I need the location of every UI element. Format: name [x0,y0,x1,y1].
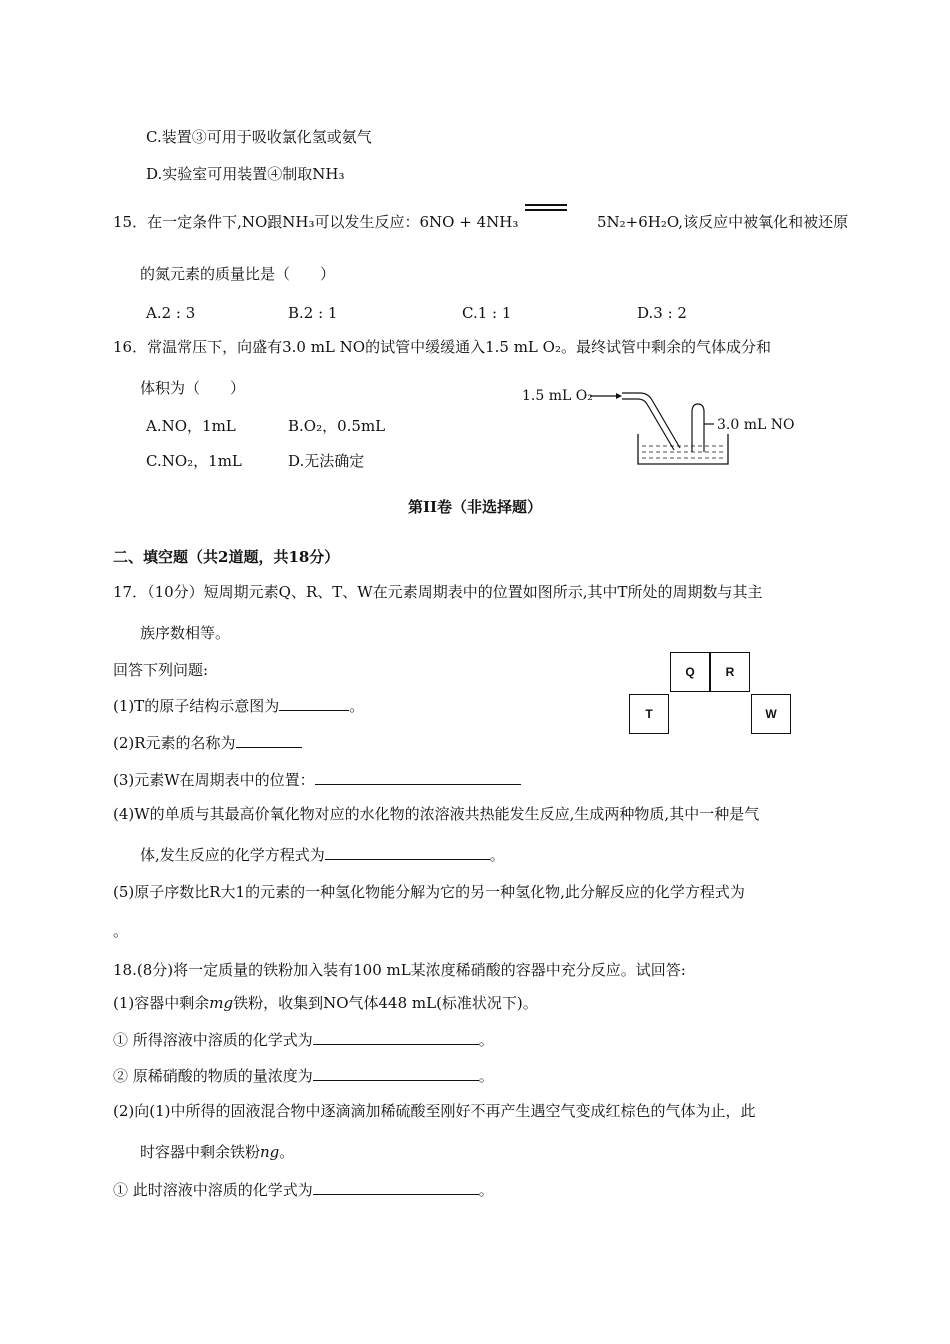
q15-stem-part-c: 的氮元素的质量比是（ ） [140,265,336,283]
q18-part-1-text-a: (1)容器中剩余 [113,994,210,1012]
periodic-cell-t: T [629,694,669,734]
q18-sub-3-answer-blank[interactable] [313,1180,479,1195]
q18-sub-2-text: ② 原稀硝酸的物质的量浓度为 [113,1067,313,1085]
q18-part-2-mass-n: ng [260,1143,280,1161]
q16-option-a: A.NO，1mL [146,417,236,435]
q17-part-4-line-a: (4)W的单质与其最高价氧化物对应的水化物的浓溶液共热能发生反应,生成两种物质,其中一种是气 [113,805,760,823]
q17-part-4-end: 。 [489,846,505,864]
section-2-title: 第II卷（非选择题） [407,498,543,516]
q17-stem-part-b: 族序数相等。 [140,624,231,642]
q17-part-3-text: (3)元素W在周期表中的位置： [113,771,315,789]
q17-part-4-answer-blank[interactable] [325,845,490,860]
q18-part-1 [113,993,538,1013]
q17-part-2 [113,733,302,753]
q15-stem-part-a: 15．在一定条件下,NO跟NH₃可以发生反应：6NO + 4NH₃ [113,213,519,231]
q17-part-4-line-b [140,845,505,865]
q16-option-c: C.NO₂，1mL [146,452,242,470]
q18-sub-1-text: ① 所得溶液中溶质的化学式为 [113,1031,313,1049]
q18-part-1-mass-m: mg [209,994,234,1012]
q15-option-d: D.3 : 2 [637,304,687,322]
q18-part-2-line-a: (2)向(1)中所得的固液混合物中逐滴滴加稀硫酸至刚好不再产生遇空气变成红棕色的气体为止，此 [113,1102,756,1120]
q18-sub-2-end: 。 [478,1067,494,1085]
q18-sub-2 [113,1066,494,1086]
periodic-cell-q: Q [670,652,710,692]
section-2-heading: 二、填空题（共2道题，共18分） [113,548,340,566]
q14-option-c: C.装置③可用于吸收氯化氢或氨气 [146,128,372,146]
q15-option-a: A.2 : 3 [146,304,196,322]
q18-sub-1 [113,1030,494,1050]
q17-part-4-text: 体,发生反应的化学方程式为 [140,846,325,864]
q16-stem-part-a: 16．常温常压下，向盛有3.0 mL NO的试管中缓缓通入1.5 mL O₂。最终试管中剩余的气体成分和 [113,338,771,356]
periodic-cell-w: W [751,694,791,734]
q18-sub-3 [113,1180,494,1200]
q17-part-3 [113,770,521,790]
q18-part-2-text-a: 时容器中剩余铁粉 [140,1143,261,1161]
q15-stem-part-b: 5N₂+6H₂O,该反应中被氧化和被还原 [597,213,849,231]
q18-sub-1-answer-blank[interactable] [313,1030,479,1045]
no-volume-label: 3.0 mL NO [717,417,795,433]
gas-tube-apparatus-figure [510,378,810,470]
q17-part-1-end: 。 [349,697,365,715]
q17-part-3-answer-blank[interactable] [315,770,521,785]
o2-volume-label: 1.5 mL O₂ [522,388,593,404]
q18-part-2-text-b: 。 [279,1143,295,1161]
q16-option-b: B.O₂，0.5mL [288,417,386,435]
equation-equals-bar-top [525,204,567,206]
q18-sub-3-text: ① 此时溶液中溶质的化学式为 [113,1181,313,1199]
equation-equals-bar-bottom [525,209,567,211]
q15-option-c: C.1 : 1 [462,304,512,322]
q16-stem-part-b: 体积为（ ） [140,379,246,397]
q18-part-2-line-b [140,1142,294,1162]
q17-part-1-answer-blank[interactable] [279,696,349,711]
q18-sub-2-answer-blank[interactable] [313,1066,479,1081]
q16-option-d: D.无法确定 [288,452,365,470]
q18-stem: 18.(8分)将一定质量的铁粉加入装有100 mL某浓度稀硝酸的容器中充分反应。试回答: [113,961,686,979]
q18-sub-1-end: 。 [478,1031,494,1049]
q17-part-5-line-a: (5)原子序数比R大1的元素的一种氢化物能分解为它的另一种氢化物,此分解反应的化学方程式为 [113,883,745,901]
q14-option-d: D.实验室可用装置④制取NH₃ [146,165,345,183]
q17-part-2-answer-blank[interactable] [236,733,302,748]
q17-part-2-text: (2)R元素的名称为 [113,734,236,752]
q18-sub-3-end: 。 [478,1181,494,1199]
q17-part-1-text: (1)T的原子结构示意图为 [113,697,280,715]
q17-intro: 回答下列问题: [113,661,209,679]
q17-part-5-end: 。 [113,922,129,940]
q15-option-b: B.2 : 1 [288,304,338,322]
apparatus-drawing [510,378,810,470]
q18-part-1-text-b: 铁粉，收集到NO气体448 mL(标准状况下)。 [233,994,538,1012]
periodic-cell-r: R [710,652,750,692]
q17-stem-part-a: 17．（10分）短周期元素Q、R、T、W在元素周期表中的位置如图所示,其中T所处的周期数与其主 [113,583,763,601]
q17-part-1 [113,696,364,716]
